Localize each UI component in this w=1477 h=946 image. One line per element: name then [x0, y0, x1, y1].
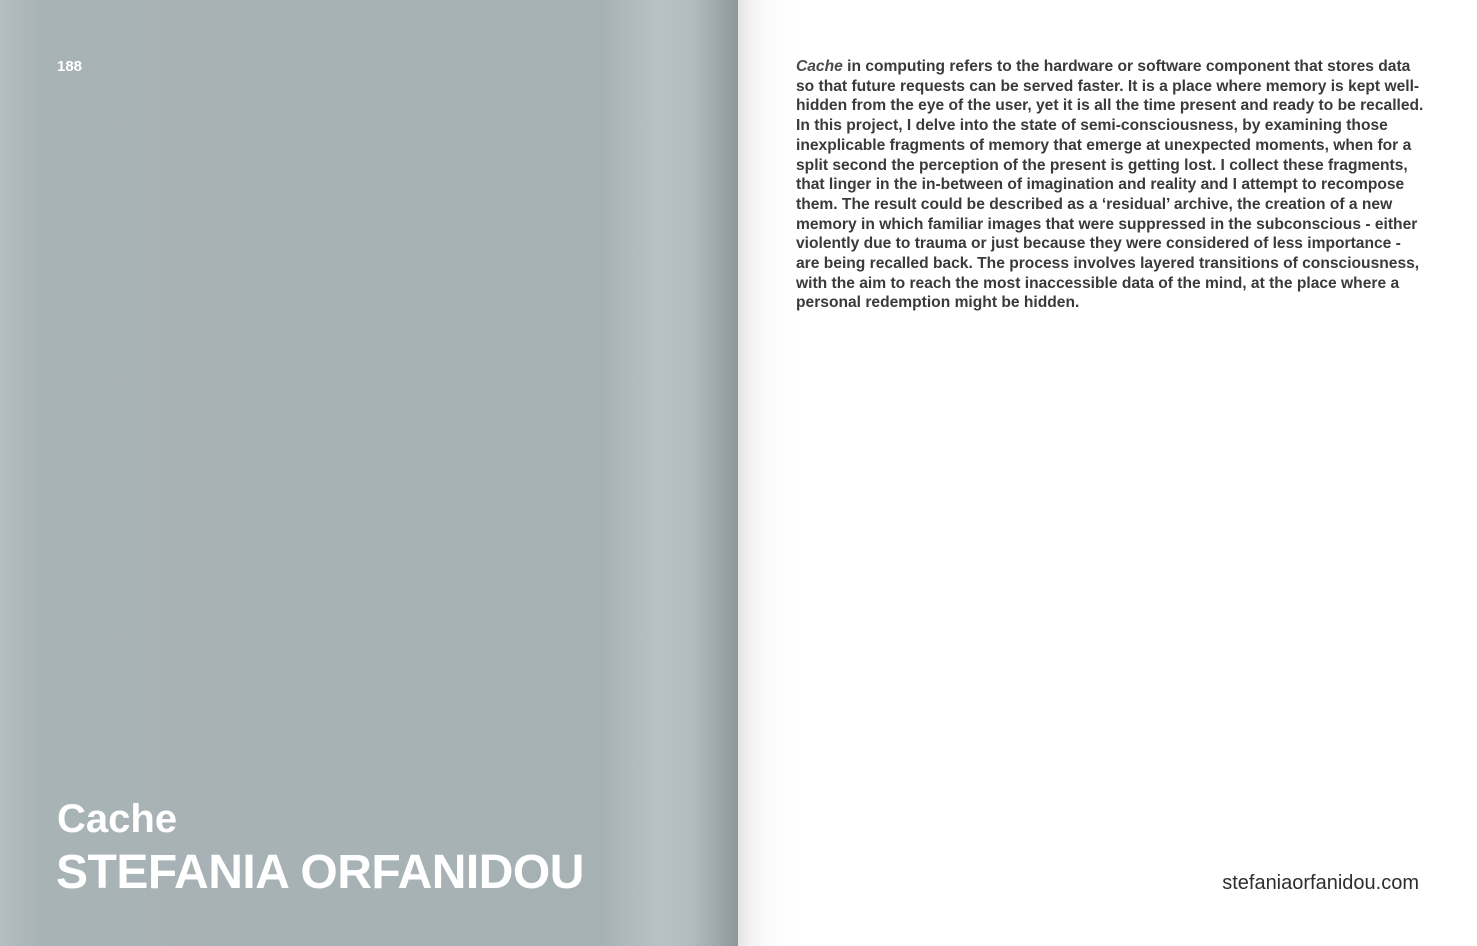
project-title: Cache	[57, 797, 178, 841]
page-number: 188	[57, 58, 83, 75]
artist-name: STEFANIA ORFANIDOU	[56, 846, 584, 899]
left-page	[0, 0, 738, 946]
description-lead-term: Cache	[796, 58, 843, 75]
project-description	[796, 57, 1426, 313]
description-body: in computing refers to the hardware or software component that stores data so that future requests can be served faster. It is a place where memory is kept well-hidden from the eye of the user, yet it is all the time present and ready to be recalled. In this project, I delve into the state of semi-consciousness, by examining those inexplicable fragments of memory that emerge at unexpected moments, when for a split second the perception of the present is getting lost. I collect these fragments, that linger in the in-between of imagination and reality and I attempt to recompose them. The result could be described as a ‘residual’ archive, the creation of a new memory in which familiar images that were suppressed in the subconscious - either violently due to trauma or just because they were considered of less importance - are being recalled back. The process involves layered transitions of consciousness, with the aim to reach the most inaccessible data of the mind, at the place where a personal redemption might be hidden.	[796, 58, 1424, 312]
artist-website: stefaniaorfanidou.com	[1222, 872, 1419, 894]
right-page	[738, 0, 1477, 946]
